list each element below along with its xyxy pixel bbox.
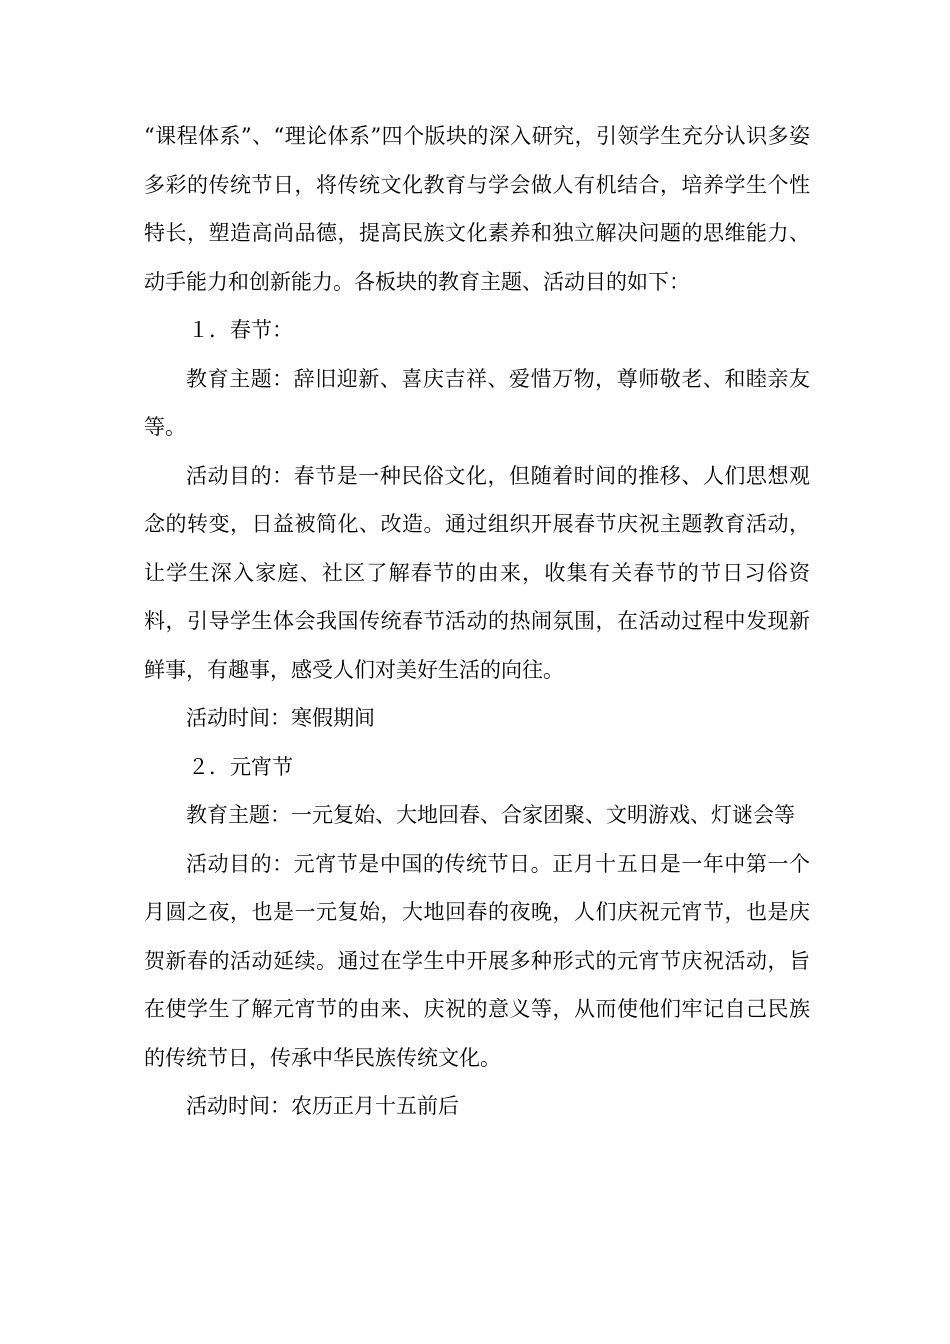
section-heading-lantern-festival: ２．元宵节 bbox=[188, 754, 293, 779]
paragraph-lantern-purpose: 活动目的：元宵节是中国的传统节日。正月十五日是一年中第一个月圆之夜，也是一元复始，大地回春的夜晚，人们庆祝元宵节，也是庆贺新春的活动延续。通过在学生中开展多种形式的元宵节庆祝活动，旨在使学生了解元宵节的由来、庆祝的意义等，从而使他们牢记自己民族的传统节日，传承中华民族传统文化。 bbox=[144, 851, 810, 1070]
paragraph-lantern-time: 活动时间：农历正月十五前后 bbox=[186, 1094, 459, 1118]
paragraph-lantern-theme: 教育主题：一元复始、大地回春、合家团聚、文明游戏、灯谜会等 bbox=[186, 803, 795, 827]
paragraph-continuation: “课程体系”、“理论体系”四个版块的深入研究，引领学生充分认识多姿多彩的传统节日，将传统文化教育与学会做人有机结合，培养学生个性特长，塑造高尚品德，提高民族文化素养和独立解决问题的思维能力、动手能力和创新能力。各板块的教育主题、活动目的如下： bbox=[144, 124, 810, 294]
paragraph-spring-time: 活动时间：寒假期间 bbox=[186, 706, 375, 730]
section-heading-spring-festival: １．春节： bbox=[188, 318, 293, 342]
document-body bbox=[144, 112, 810, 1131]
paragraph-spring-theme: 教育主题：辞旧迎新、喜庆吉祥、爱惜万物，尊师敬老、和睦亲友等。 bbox=[144, 366, 810, 439]
paragraph-spring-purpose: 活动目的：春节是一种民俗文化，但随着时间的推移、人们思想观念的转变，日益被简化、改造。通过组织开展春节庆祝主题教育活动，让学生深入家庭、社区了解春节的由来，收集有关春节的节日习俗资料，引导学生体会我国传统春节活动的热闹氛围，在活动过程中发现新鲜事，有趣事，感受人们对美好生活的向往。 bbox=[144, 463, 810, 682]
